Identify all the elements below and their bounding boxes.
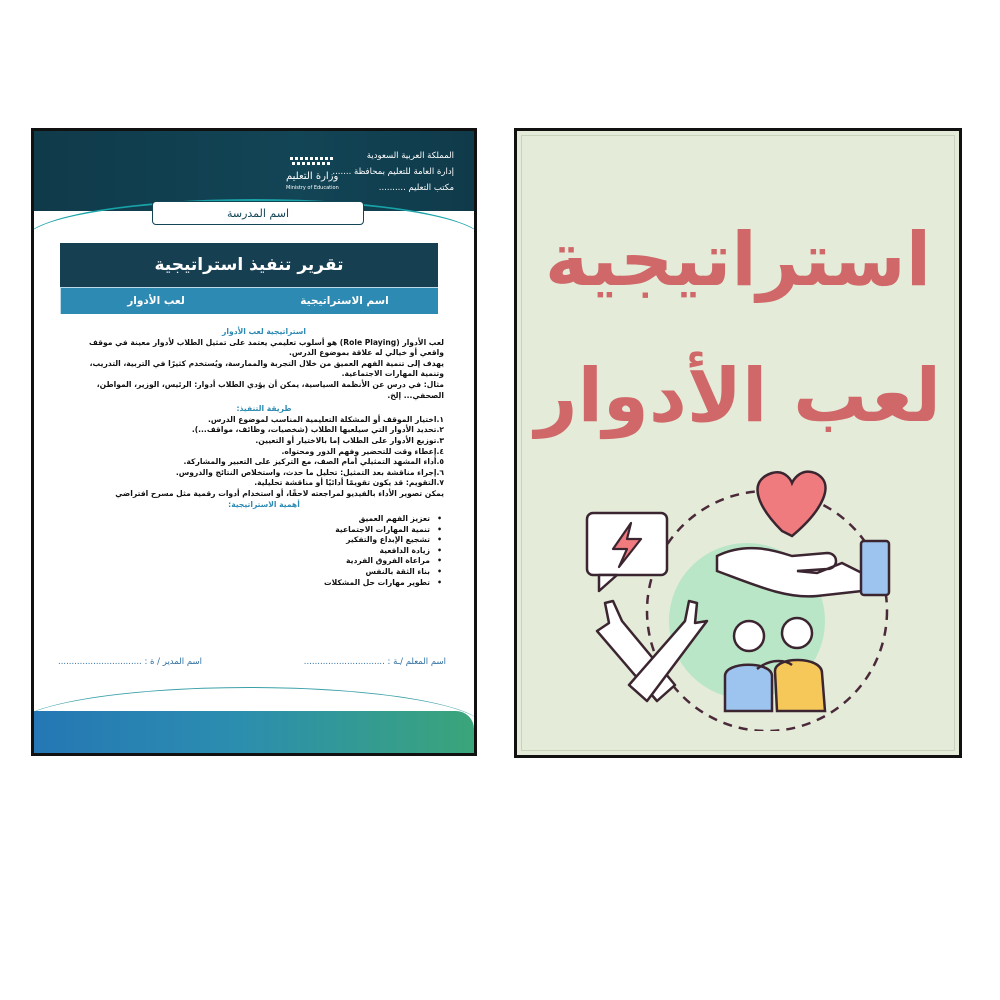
ministry-name-en: Ministry of Education bbox=[286, 185, 339, 191]
footer-bar bbox=[34, 711, 474, 753]
method-step: ٤.إعطاء وقت للتحضير وفهم الدور ومحتواه. bbox=[281, 446, 444, 456]
kingdom-name: المملكة العربية السعودية bbox=[366, 151, 454, 161]
method-step: ٥.أداء المشهد التمثيلي أمام الصف، مع التركيز على التعبير والمشاركة. bbox=[183, 457, 444, 467]
principal-signature-line: اسم المدير / ة : ............................... bbox=[58, 657, 202, 667]
video-note: يمكن تصوير الأداء بالفيديو لمراجعته لاحقًا، أو استخدام أدوات رقمية مثل مسرح افتراضي bbox=[115, 488, 444, 498]
goal-paragraph: يهدف إلى تنمية الفهم العميق من خلال التجربة والممارسة، ويُستخدم كثيرًا في التربية، التدريب، وتنمية المهارات الاجتماعية. bbox=[89, 358, 444, 379]
report-title: تقرير تنفيذ استراتيجية bbox=[60, 243, 438, 287]
importance-heading: أهمية الاستراتيجية: bbox=[228, 499, 300, 509]
directorate-name: إدارة العامة للتعليم بمحافظة ....... bbox=[332, 167, 454, 177]
method-step: ٣.توزيع الأدوار على الطلاب إما بالاختيار أو التعيين. bbox=[255, 435, 444, 445]
benefit-item: • تشجيع الإبداع والتفكير bbox=[84, 535, 430, 546]
strategy-heading: استراتيجية لعب الأدوار bbox=[222, 327, 306, 336]
report-body bbox=[84, 327, 444, 588]
benefit-item: • زيادة الدافعية bbox=[84, 546, 430, 557]
method-step: ٢.تحديد الأدوار التي سيلعبها الطلاب (شخصيات، وظائف، مواقف...). bbox=[191, 425, 444, 435]
method-step: ٧.التقويم: قد يكون تقويمًا أدائيًا أو مناقشة تحليلية. bbox=[254, 478, 444, 488]
example-paragraph: مثال: في درس عن الأنظمة السياسية، يمكن أن يؤدي الطلاب أدوار: الرئيس، الوزير، المواطن، الصحفي... إلخ. bbox=[96, 379, 444, 400]
benefits-list bbox=[84, 514, 444, 588]
report-document bbox=[31, 128, 477, 756]
teacher-signature-line: اسم المعلم /ـة : .............................. bbox=[303, 657, 446, 667]
role-play-illustration bbox=[577, 461, 897, 731]
benefit-item: • تنمية المهارات الاجتماعية bbox=[84, 525, 430, 536]
office-name: مكتب التعليم .......... bbox=[378, 183, 454, 193]
definition-paragraph: لعب الأدوار (Role Playing) هو أسلوب تعليمي يعتمد على تمثيل الطلاب لأدوار معينة في موقف واقعي أو خيالي له علاقة بموضوع الدرس. bbox=[89, 337, 444, 358]
school-name-field: اسم المدرسة bbox=[152, 201, 364, 225]
poster-title-line-1: استراتيجية bbox=[544, 217, 932, 303]
benefit-item: • تطوير مهارات حل المشكلات bbox=[84, 578, 430, 589]
benefit-item: • بناء الثقة بالنفس bbox=[84, 567, 430, 578]
heart-in-hand-icon bbox=[717, 472, 889, 597]
poster-title-line-2: لعب الأدوار bbox=[534, 353, 942, 439]
benefit-item: • تعزيز الفهم العميق bbox=[84, 514, 430, 525]
strategy-value-cell: لعب الأدوار bbox=[60, 287, 251, 314]
lightning-speech-icon bbox=[587, 513, 667, 591]
method-heading: طريقة التنفيذ: bbox=[236, 404, 292, 414]
ministry-name-ar: وزارة التعليم bbox=[286, 171, 339, 182]
strategy-label-cell: اسم الاستراتيجية bbox=[251, 287, 438, 314]
method-step: ١.اختيار الموقف أو المشكلة التعليمية المناسب لموضوع الدرس. bbox=[208, 414, 444, 424]
benefit-item: • مراعاة الفروق الفردية bbox=[84, 556, 430, 567]
method-step: ٦.إجراء مناقشة بعد التمثيل: تحليل ما حدث، واستخلاص النتائج والدروس. bbox=[175, 467, 444, 477]
strategy-poster bbox=[514, 128, 962, 758]
